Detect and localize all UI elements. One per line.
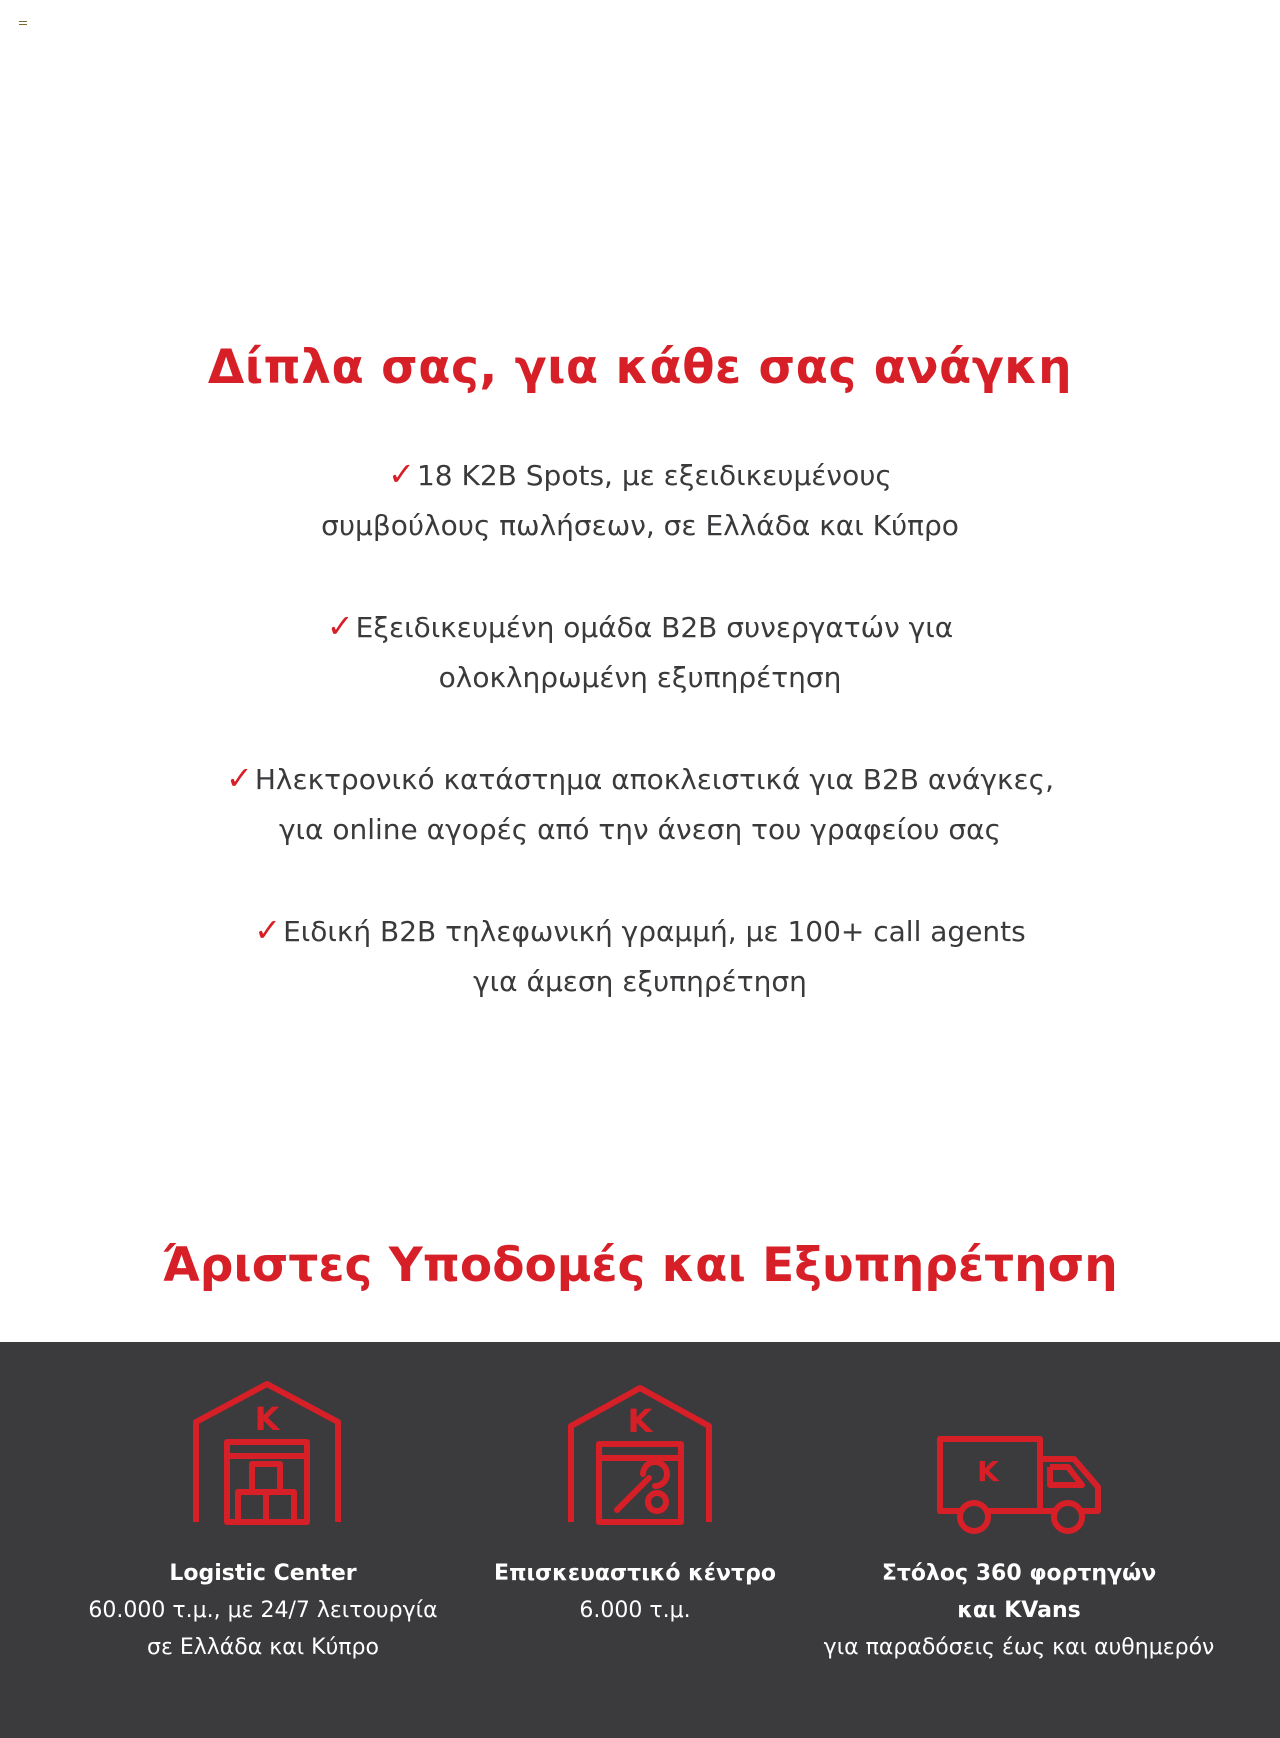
needs-section	[0, 340, 1280, 1057]
check-icon: ✓	[388, 455, 415, 493]
menu-icon[interactable]	[19, 21, 27, 28]
benefit-item: ✓Εξειδικευμένη ομάδα B2B συνεργατών για ολοκληρωμένη εξυπηρέτηση	[326, 607, 954, 694]
benefit-item: ✓Ηλεκτρονικό κατάστημα αποκλειστικά για B2B ανάγκες, για online αγορές από την άνεση του γραφείου σας	[226, 759, 1054, 846]
warehouse-boxes-icon	[190, 1378, 344, 1528]
check-icon: ✓	[254, 911, 282, 949]
svg-text:K: K	[977, 1455, 999, 1488]
repair-center-icon	[565, 1382, 715, 1528]
benefit-item: ✓Ειδική B2B τηλεφωνική γραμμή, με 100+ call agents για άμεση εξυπηρέτηση	[254, 911, 1026, 998]
check-icon: ✓	[226, 759, 253, 797]
svg-text:K: K	[254, 1400, 280, 1438]
fleet-text: Στόλος 360 φορτηγών και KVans για παραδόσεις έως και αυθημερόν	[823, 1561, 1215, 1660]
delivery-truck-icon	[936, 1435, 1102, 1535]
section-title: Δίπλα σας, για κάθε σας ανάγκη	[207, 340, 1073, 395]
check-icon: ✓	[326, 607, 354, 645]
logistic-center-text: Logistic Center 60.000 τ.μ., με 24/7 λειτουργία σε Ελλάδα και Κύπρο	[88, 1561, 438, 1660]
infrastructure-band	[0, 1342, 1280, 1738]
svg-text:K: K	[627, 1402, 653, 1440]
benefits-list	[0, 449, 1280, 1007]
infrastructure-title: Άριστες Υποδομές και Εξυπηρέτηση	[162, 1238, 1118, 1293]
repair-center-text: Επισκευαστικό κέντρο 6.000 τ.μ.	[494, 1561, 776, 1623]
benefit-item: ✓18 K2B Spots, με εξειδικευμένους συμβούλους πωλήσεων, σε Ελλάδα και Κύπρο	[321, 455, 959, 542]
